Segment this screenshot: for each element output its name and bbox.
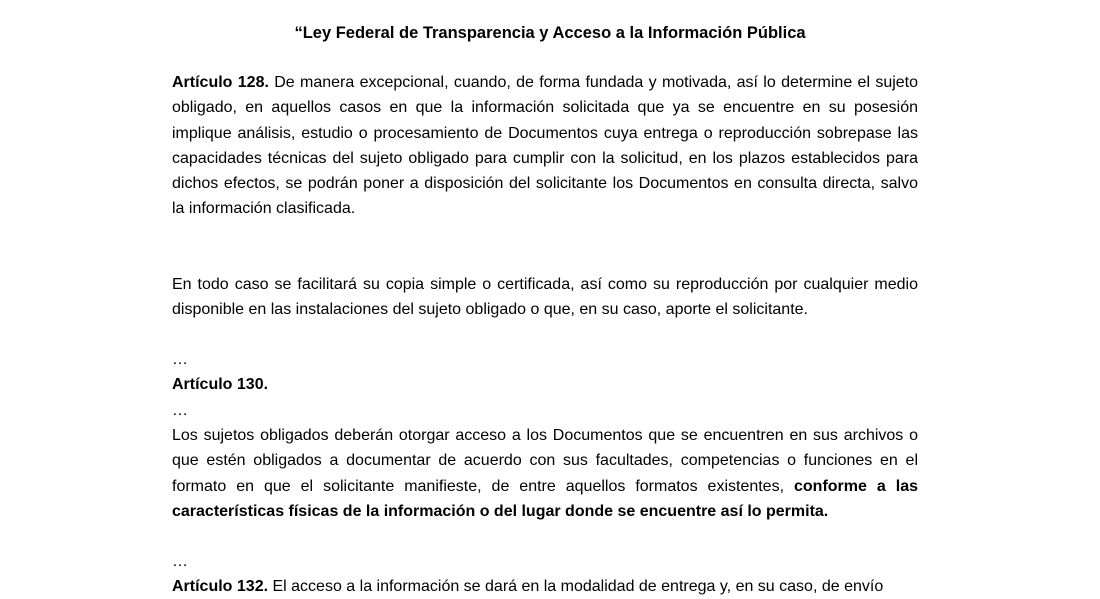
article-130-paragraph	[172, 423, 918, 524]
article-132-paragraph	[172, 574, 918, 599]
article-132-text: El acceso a la información se dará en la modalidad de entrega y, en su caso, de envío	[268, 578, 884, 595]
article-130-text-bold: conforme a las características físicas de la información o del lugar donde se encuentre así lo permita.	[172, 477, 918, 520]
article-128-heading: Artículo 128.	[172, 74, 269, 91]
document-title: “Ley Federal de Transparencia y Acceso a la Información Pública	[294, 24, 806, 42]
ellipsis-2: …	[172, 402, 188, 419]
article-132-heading: Artículo 132.	[172, 578, 269, 595]
ellipsis-3: …	[172, 553, 188, 570]
article-128-paragraph-1	[172, 70, 918, 222]
ellipsis-1: …	[172, 351, 188, 368]
article-128-text-1: De manera excepcional, cuando, de forma fundada y motivada, así lo determine el sujeto obligado, en aquellos casos en que la información solicitada que ya se encuentre en su posesión implique análisis, estudio o procesamiento de Documentos cuya entrega o reproducción sobrepase las capacidades técnicas del sujeto obligado para cumplir con la solicitud, en los plazos establecidos para dichos efectos, se podrán poner a disposición del solicitante los Documentos en consulta directa, salvo la información clasificada.	[172, 74, 919, 218]
article-130-heading: Artículo 130.	[172, 376, 269, 393]
article-128-paragraph-2: En todo caso se facilitará su copia simple o certificada, así como su reproducción por cualquier medio disponible en las instalaciones del sujeto obligado o que, en su caso, aporte el solicitante.	[172, 276, 918, 319]
article-130-text-normal: Los sujetos obligados deberán otorgar acceso a los Documentos que se encuentren en sus archivos o que estén obligados a documentar de acuerdo con sus facultades, competencias o funciones en el formato en que el solicitante manifieste, de entre aquellos formatos existentes,	[172, 427, 918, 495]
